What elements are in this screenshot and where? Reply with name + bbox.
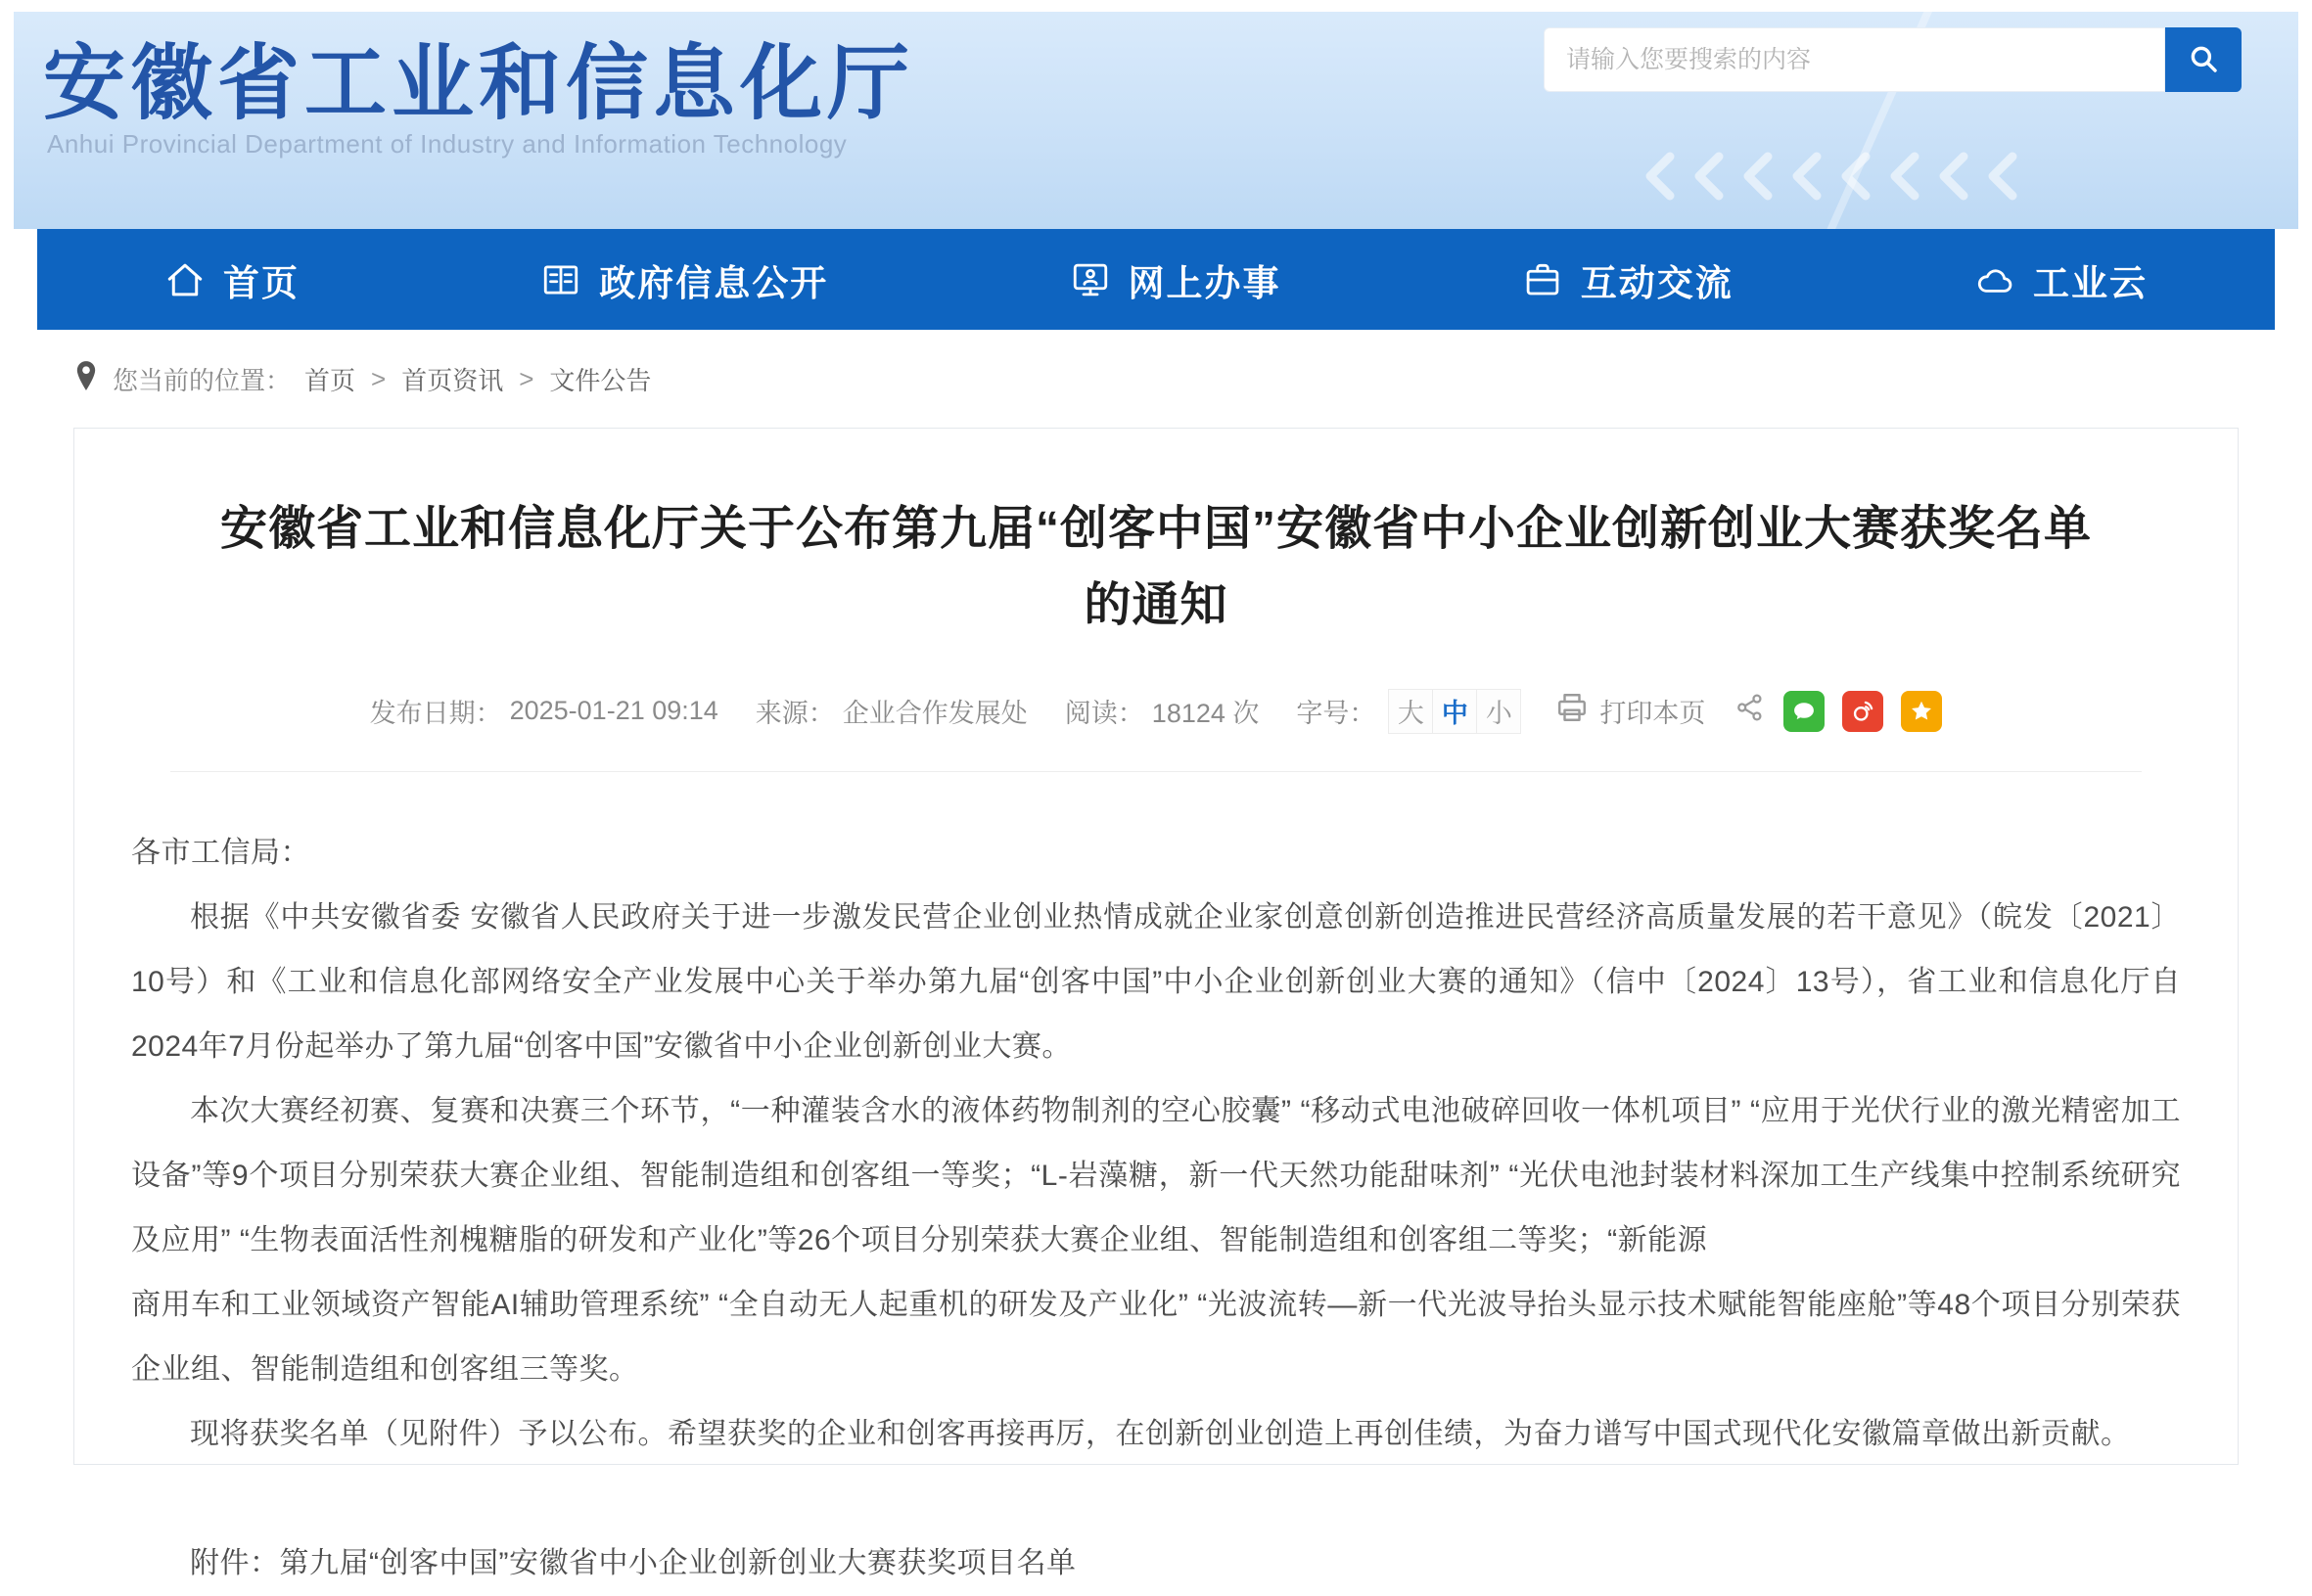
breadcrumb-item-home[interactable]: 首页 <box>304 365 356 395</box>
search-input[interactable] <box>1544 27 2165 92</box>
monitor-icon <box>1070 259 1111 300</box>
weibo-icon[interactable] <box>1842 691 1883 732</box>
site-header <box>14 12 2298 229</box>
font-size-controls <box>1389 689 1521 734</box>
paragraph-awards-third: 商用车和工业领域资产智能AI辅助管理系统” “全自动无人起重机的研发及产业化” “光波流转—新一代光波导抬头显示技术赋能智能座舱”等48个项目分别荣获企业组、智能制造组和创客组三等奖。 <box>131 1288 2181 1386</box>
breadcrumb-separator: > <box>519 363 534 393</box>
read-count: 阅读： 18124 次 <box>1064 699 1260 728</box>
breadcrumb-item-notices[interactable]: 文件公告 <box>549 365 652 395</box>
breadcrumb-separator: > <box>371 363 387 393</box>
printer-icon <box>1554 690 1590 732</box>
print-page-button[interactable]: 打印本页 <box>1554 690 1705 732</box>
article-meta-row <box>131 689 2181 734</box>
font-size-large-button[interactable]: 大 <box>1388 689 1433 734</box>
paragraph-basis: 根据《中共安徽省委 安徽省人民政府关于进一步激发民营企业创业热情成就企业家创意创新创造推进民营经济高质量发展的若干意见》（皖发〔2021〕10号）和《工业和信息化部网络安全产业发展中心关于举办第九届“创客中国”中小企业创新创业大赛的通知》（信中〔2024〕13号），省工业和信息化厅自2024年7月份起举办了第九届“创客中国”安徽省中小企业创新创业大赛。 <box>131 900 2181 1063</box>
home-icon <box>164 259 206 300</box>
nav-item-gov-info[interactable] <box>540 253 828 306</box>
open-book-icon <box>540 259 581 300</box>
paragraph-salutation: 各市工信局： <box>131 836 310 869</box>
article-title: 安徽省工业和信息化厅关于公布第九届“创客中国”安徽省中小企业创新创业大赛获奖名单的通知 <box>219 503 2092 631</box>
font-size-label: 字号： <box>1296 699 1376 728</box>
search-button[interactable] <box>2165 27 2242 92</box>
nav-item-online-services[interactable] <box>1070 253 1281 306</box>
nav-item-label: 首页 <box>223 262 300 303</box>
main-nav <box>37 229 2275 330</box>
nav-item-interaction[interactable] <box>1522 253 1734 306</box>
nav-item-label: 网上办事 <box>1128 262 1281 303</box>
breadcrumb-item-news[interactable]: 首页资讯 <box>401 365 504 395</box>
paragraph-spacer <box>131 1467 2181 1531</box>
site-subtitle: Anhui Provincial Department of Industry and Information Technology <box>47 129 848 159</box>
article-card <box>73 428 2239 1579</box>
wechat-icon[interactable] <box>1783 691 1825 732</box>
share-buttons <box>1734 691 1942 732</box>
publish-date: 发布日期： 2025-01-21 09:14 <box>369 696 718 728</box>
cloud-icon <box>1974 259 2015 300</box>
paragraph-awards-first-second: 本次大赛经初赛、复赛和决赛三个环节，“一种灌装含水的液体药物制剂的空心胶囊” “移动式电池破碎回收一体机项目” “应用于光伏行业的激光精密加工设备”等9个项目分别荣获大赛企业组、智能制造组和创客组一等奖；“L-岩藻糖，新一代天然功能甜味剂” “光伏电池封装材料深加工生产线集中控制系统研究及应用” “生物表面活性剂槐糖脂的研发和产业化”等26个项目分别荣获大赛企业组、智能制造组和创客组二等奖；“新能源 <box>131 1094 2181 1256</box>
search-bar <box>1544 27 2242 92</box>
briefcase-icon <box>1522 259 1563 300</box>
article-source: 来源： 企业合作发展处 <box>755 699 1028 728</box>
chevron-pattern-decoration <box>1642 151 2054 206</box>
font-size-small-button[interactable]: 小 <box>1476 689 1521 734</box>
favorite-star-icon[interactable] <box>1901 691 1942 732</box>
nav-item-home[interactable] <box>164 253 300 306</box>
nav-item-label: 互动交流 <box>1580 262 1734 303</box>
nav-item-label: 工业云 <box>2033 262 2148 303</box>
nav-item-label: 政府信息公开 <box>599 262 829 303</box>
location-pin-icon <box>73 360 99 398</box>
paragraph-attachment: 附件：第九届“创客中国”安徽省中小企业创新创业大赛获奖项目名单 <box>190 1546 1077 1579</box>
breadcrumb-label: 您当前的位置： <box>113 365 292 395</box>
nav-item-industry-cloud[interactable] <box>1974 253 2148 306</box>
search-icon <box>2187 42 2220 78</box>
share-nodes-icon[interactable] <box>1734 692 1766 730</box>
font-size-medium-button[interactable]: 中 <box>1432 689 1477 734</box>
article-body <box>131 772 2181 1596</box>
site-title: 安徽省工业和信息化厅 <box>43 37 915 129</box>
breadcrumb <box>14 330 2298 428</box>
paragraph-announcement: 现将获奖名单（见附件）予以公布。希望获奖的企业和创客再接再厉，在创新创业创造上再创佳绩，为奋力谱写中国式现代化安徽篇章做出新贡献。 <box>190 1417 2131 1450</box>
